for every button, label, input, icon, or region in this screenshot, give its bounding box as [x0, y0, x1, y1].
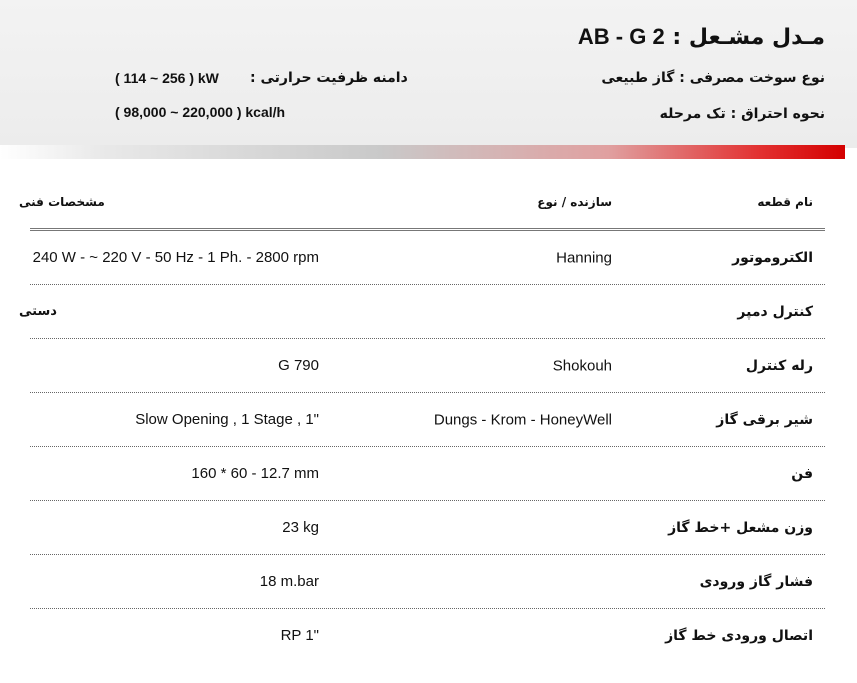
table-row: [30, 339, 825, 393]
part-name: کنترل دمپر: [737, 303, 813, 320]
part-name: رله کنترل: [745, 357, 813, 374]
part-spec: دستی: [19, 303, 57, 319]
spec-table: [19, 176, 825, 662]
part-spec: 23 kg: [282, 518, 319, 536]
part-name: فن: [791, 465, 813, 482]
table-row: [30, 555, 825, 609]
header-part-name: نام قطعه: [757, 195, 813, 209]
part-spec: G 790: [278, 356, 319, 374]
part-spec: 160 * 60 - 12.7 mm: [191, 464, 319, 482]
part-name: شیر برقی گاز: [716, 411, 813, 428]
table-row: [30, 447, 825, 501]
part-spec: 240 W - ~ 220 V - 50 Hz - 1 Ph. - 2800 rpm: [32, 248, 319, 266]
table-row: [19, 285, 825, 339]
part-maker: Dungs - Krom - HoneyWell: [433, 411, 612, 428]
header-divider-stripe: [0, 145, 845, 159]
capacity-label: دامنه ظرفیت حرارتی :: [250, 70, 408, 86]
part-spec: RP 1": [280, 626, 319, 644]
table-row: [30, 501, 825, 555]
part-name: وزن مشعل +خط گاز: [668, 519, 813, 536]
part-maker: Shokouh: [552, 357, 612, 374]
table-row: [30, 609, 825, 662]
table-row: [30, 231, 825, 285]
capacity-kcal: ( 98,000 ~ 220,000 ) kcal/h: [115, 104, 286, 120]
combustion-type: نحوه احتراق : تک مرحله: [659, 106, 825, 122]
model-label: مـدل مشـعل :: [672, 25, 825, 50]
model-code: AB - G 2: [577, 24, 665, 49]
table-header: [19, 176, 825, 231]
part-maker: Hanning: [556, 249, 612, 266]
part-spec: Slow Opening , 1 Stage , 1": [135, 410, 319, 428]
table-row: [30, 393, 825, 447]
part-name: فشار گاز ورودی: [699, 573, 813, 590]
part-spec: 18 m.bar: [259, 572, 319, 590]
capacity-kw: ( 114 ~ 256 ) kW: [115, 70, 219, 86]
part-name: الکتروموتور: [732, 249, 813, 266]
model-title: [578, 24, 825, 50]
part-name: اتصال ورودی خط گاز: [665, 627, 813, 644]
header-spec: مشخصات فنی: [19, 195, 105, 209]
header-maker: سازنده / نوع: [537, 195, 612, 209]
fuel-type: نوع سوخت مصرفی : گاز طبیعی: [601, 70, 825, 86]
